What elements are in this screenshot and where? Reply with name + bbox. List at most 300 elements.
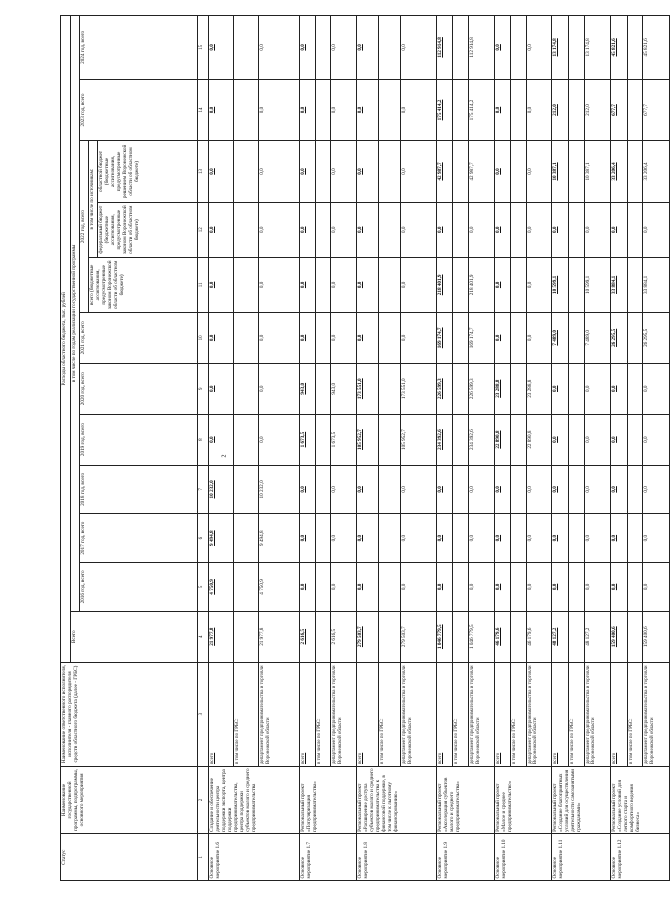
rotated-page [60,15,670,881]
table-cell [315,141,331,202]
table-cell: 0,0 [611,414,627,465]
year-2021-header: 2021 год, всего [80,312,198,363]
expenses-title: Расходы областного бюджета, тыс. рублей [61,16,71,663]
table-cell: 23 288,8 [494,363,510,414]
row-executor-label: всего [299,662,315,766]
table-cell [627,202,643,257]
table-cell [379,257,401,312]
table-cell: 0,0 [468,465,494,514]
table-cell: 0,0 [331,16,357,80]
table-cell [379,312,401,363]
row-executor-label: всего [208,662,233,766]
column-number: 7 [197,465,208,514]
table-header [61,16,209,881]
table-cell [510,16,526,80]
table-cell: 0,0 [258,414,299,465]
table-cell: 0,0 [494,312,510,363]
table-cell [315,312,331,363]
table-cell [453,514,469,563]
table-cell [568,465,584,514]
table-cell: 0,0 [331,141,357,202]
table-cell [315,16,331,80]
row-status: Основное мероприятие 1.12 [611,834,670,881]
row-executor-label: в том числе по ГРБС: [568,662,584,766]
table-cell: 0,0 [552,563,568,612]
table-cell [627,514,643,563]
table-cell: 0,0 [208,16,233,80]
column-number: 11 [197,257,208,312]
table-cell: 0,0 [526,16,552,80]
table-cell: 10 232,0 [258,465,299,514]
table-cell: 10 387,1 [584,141,610,202]
table-row [331,16,357,881]
row-status: Основное мероприятие 1.7 [299,834,357,881]
table-cell: 0,0 [299,563,315,612]
table-cell: 22 890,8 [494,414,510,465]
table-cell [627,414,643,465]
table-cell: 0,0 [611,363,627,414]
row-executor-label: всего [357,662,379,766]
table-cell: 33 884,1 [643,257,670,312]
row-executor-label: в том числе по ГРБС: [234,662,259,766]
table-cell: 0,0 [258,257,299,312]
table-cell: 0,0 [494,16,510,80]
table-cell: 0,0 [258,312,299,363]
table-cell: 169 174,7 [468,312,494,363]
table-cell: 45 821,6 [611,16,627,80]
table-cell: 175 414,2 [437,79,453,140]
program-name-header: Наименование государственной программы, подпрограммы, основного мероприятия [61,766,198,834]
table-cell [453,79,469,140]
table-cell: 0,0 [357,257,379,312]
table-row [627,16,643,881]
table-cell: 0,0 [526,563,552,612]
table-cell [510,414,526,465]
table-cell [234,465,259,514]
table-cell: 159 400,6 [611,611,627,662]
status-header: Статус [61,834,198,881]
table-cell: 0,0 [552,363,568,414]
table-cell [234,363,259,414]
table-cell: 0,0 [299,257,315,312]
table-cell [510,312,526,363]
table-cell: 226 599,3 [437,363,453,414]
table-cell: 112 914,8 [437,16,453,80]
table-cell: 0,0 [401,465,437,514]
column-number: 2 [197,766,208,834]
table-cell [379,414,401,465]
table-cell: 0,0 [494,79,510,140]
table-cell [379,465,401,514]
table-cell: 9 494,8 [258,514,299,563]
table-cell: 0,0 [299,16,315,80]
column-number: 12 [197,202,208,257]
table-cell: 0,0 [299,141,315,202]
table-cell [510,465,526,514]
year-2022-regional-header: областной бюджет (бюджетные ассигнования, предусмотренные решением Воронежской области об областном бюджете) [97,141,197,202]
table-cell: 0,0 [299,465,315,514]
table-cell [453,257,469,312]
table-cell: 0,0 [526,514,552,563]
table-cell: 0,0 [401,312,437,363]
row-executor-label: департамент предпринимательства и торговли Воронежской области [258,662,299,766]
row-executor-label: в том числе по ГРБС: [315,662,331,766]
table-cell [234,563,259,612]
table-cell: 0,0 [331,257,357,312]
table-cell: 0,0 [331,202,357,257]
table-cell [627,611,643,662]
row-status: Основное мероприятие 1.10 [494,834,552,881]
row-executor-label: департамент предпринимательства и торговли Воронежской области [526,662,552,766]
table-row [258,16,299,881]
table-cell: 4 750,9 [208,563,233,612]
table-cell: 0,0 [258,16,299,80]
table-cell: 0,0 [584,202,610,257]
table-cell: 0,0 [494,202,510,257]
column-number: 4 [197,611,208,662]
table-cell: 0,0 [258,363,299,414]
table-cell: 0,0 [208,257,233,312]
table-cell: 0,0 [357,465,379,514]
table-cell [453,465,469,514]
table-cell: 42 987,7 [468,141,494,202]
executor-header: Наименование ответственного исполнителя, исполнителя - главного распорядителя средств областного бюджета (далее - ГРБС) [61,662,198,766]
year-2020-header: 2020 год, всего [80,363,198,414]
table-cell [568,202,584,257]
row-executor-label: департамент предпринимательства и торговли Воронежской области [584,662,610,766]
table-cell: 677,7 [643,79,670,140]
table-cell: 0,0 [437,202,453,257]
row-executor-label: департамент предпринимательства и торговли Воронежской области [468,662,494,766]
year-2016-header: 2016 год, всего [80,563,198,612]
table-cell [234,414,259,465]
table-cell: 10 232,0 [208,465,233,514]
table-cell: 112 914,8 [468,16,494,80]
year-2018-header: 2018 год, всего [80,465,198,514]
row-executor-label: департамент предпринимательства и торговли Воронежской области [331,662,357,766]
table-cell: 7 489,0 [552,312,568,363]
table-cell: 0,0 [552,514,568,563]
row-executor-label: в том числе по ГРБС: [627,662,643,766]
table-cell: 0,0 [526,465,552,514]
table-cell [315,611,331,662]
table-cell: 173 551,0 [357,363,379,414]
row-status: Основное мероприятие 1.9 [437,834,495,881]
table-cell [315,202,331,257]
table-cell [453,611,469,662]
table-cell: 21 977,8 [258,611,299,662]
table-cell [568,414,584,465]
table-cell [234,16,259,80]
table-row [453,16,469,881]
table-cell: 0,0 [401,257,437,312]
table-row [357,16,379,881]
row-executor-label: в том числе по ГРБС: [510,662,526,766]
column-number: 14 [197,79,208,140]
table-cell: 0,0 [401,79,437,140]
table-row [526,16,552,881]
table-cell [379,79,401,140]
table-cell: 0,0 [299,312,315,363]
table-cell: 0,0 [437,514,453,563]
table-row [494,16,510,881]
table-row [611,16,627,881]
table-cell [568,257,584,312]
table-cell: 0,0 [208,414,233,465]
row-executor-label: всего [552,662,568,766]
table-cell [379,141,401,202]
page-number: 2 [221,454,228,458]
table-cell: 212,0 [552,79,568,140]
table-cell: 0,0 [526,141,552,202]
table-cell: 0,0 [468,202,494,257]
table-cell: 13 174,8 [552,16,568,80]
table-cell: 10 387,1 [552,141,568,202]
table-cell: 0,0 [208,312,233,363]
table-cell [510,611,526,662]
column-number: 10 [197,312,208,363]
table-row [568,16,584,881]
table-cell: 234 392,6 [437,414,453,465]
table-cell: 0,0 [584,465,610,514]
table-cell: 0,0 [401,16,437,80]
table-cell [568,563,584,612]
table-cell: 0,0 [299,514,315,563]
table-cell: 159 400,6 [643,611,670,662]
table-cell: 169 174,7 [437,312,453,363]
column-number: 6 [197,514,208,563]
table-cell: 0,0 [208,141,233,202]
table-cell: 0,0 [643,363,670,414]
column-number: 3 [197,662,208,766]
table-cell [453,312,469,363]
table-cell: 226 599,3 [468,363,494,414]
column-number: 15 [197,16,208,80]
table-cell: 0,0 [299,79,315,140]
table-cell [234,202,259,257]
table-row [234,16,259,881]
table-cell: 0,0 [331,563,357,612]
table-cell: 0,0 [437,465,453,514]
row-program-name: Региональный проект «Акселерация субъектов малого и среднего предпринимательства» [437,766,495,834]
table-cell: 0,0 [643,414,670,465]
table-cell [510,363,526,414]
table-cell: 0,0 [643,514,670,563]
table-cell: 0,0 [299,202,315,257]
table-cell [379,611,401,662]
table-cell: 279 503,7 [401,611,437,662]
table-cell [234,312,259,363]
table-cell [510,202,526,257]
table-cell: 0,0 [526,257,552,312]
row-executor-label: всего [494,662,510,766]
table-cell [627,141,643,202]
table-cell: 0,0 [401,563,437,612]
table-cell: 279 503,7 [357,611,379,662]
table-cell: 45 821,6 [643,16,670,80]
year-2022-sources-header: в том числе по источникам: [88,141,97,258]
table-cell [315,465,331,514]
table-cell: 1 673,5 [299,414,315,465]
table-cell: 234 392,6 [468,414,494,465]
table-cell: 212,0 [584,79,610,140]
table-cell: 0,0 [584,514,610,563]
table-row [468,16,494,881]
table-cell [379,563,401,612]
table-cell: 0,0 [331,514,357,563]
table-cell [627,563,643,612]
table-cell [234,611,259,662]
table-cell: 21 977,8 [208,611,233,662]
table-cell: 0,0 [437,563,453,612]
table-cell: 48 127,2 [584,611,610,662]
row-status: Основное мероприятие 1.11 [552,834,611,881]
table-cell [315,257,331,312]
row-program-name: Создание и обеспечение деятельности центра поддержки экспорта, центра поддержки предпринимательства, центра поддержки субъектов малого и среднего предпринимательства [208,766,299,834]
table-cell: 42 987,7 [437,141,453,202]
table-row [379,16,401,881]
table-cell: 0,0 [643,202,670,257]
table-cell [627,257,643,312]
row-executor-label: департамент предпринимательства и торговли Воронежской области [643,662,670,766]
row-executor-label: департамент предпринимательства и торговли Воронежской области [401,662,437,766]
table-cell: 0,0 [494,141,510,202]
table-cell: 0,0 [584,563,610,612]
year-2019-header: 2019 год, всего [80,414,198,465]
column-numbers-row [197,16,208,881]
table-cell [453,563,469,612]
table-cell: 4 750,9 [258,563,299,612]
table-cell [453,16,469,80]
table-cell [379,202,401,257]
table-cell [315,414,331,465]
table-cell: 1 046 779,5 [468,611,494,662]
table-cell: 0,0 [526,202,552,257]
table-row [643,16,670,881]
column-number: 8 [197,414,208,465]
table-cell [510,563,526,612]
table-cell [315,514,331,563]
table-cell [510,514,526,563]
table-cell [568,363,584,414]
table-body [208,16,669,881]
table-cell: 0,0 [357,141,379,202]
table-row [299,16,315,881]
table-cell: 0,0 [468,563,494,612]
column-number: 13 [197,141,208,202]
table-cell: 0,0 [584,363,610,414]
table-cell: 1 673,5 [331,414,357,465]
table-cell: 0,0 [494,563,510,612]
table-cell [568,16,584,80]
table-cell: 0,0 [401,514,437,563]
table-cell: 0,0 [468,514,494,563]
by-years-header: в том числе по годам реализации государственной программы [71,16,80,612]
table-cell: 0,0 [611,563,627,612]
table-cell: 0,0 [401,141,437,202]
table-cell: 0,0 [208,363,233,414]
table-cell: 0,0 [258,79,299,140]
table-cell: 10 599,1 [552,257,568,312]
table-cell [627,363,643,414]
table-cell: 23 288,8 [526,363,552,414]
table-cell [510,141,526,202]
table-cell: 46 179,6 [526,611,552,662]
table-cell [234,79,259,140]
row-status: Основное мероприятие 1.6 [208,834,299,881]
column-number: 1 [197,834,208,881]
row-program-name: Региональный проект «Создание благоприятных условий для осуществления деятельности самозанятыми гражданами» [552,766,611,834]
row-executor-label: всего [437,662,453,766]
table-cell [234,141,259,202]
table-cell: 33 206,4 [643,141,670,202]
year-2023-header: 2023 год, всего [80,79,198,140]
table-cell: 46 179,6 [494,611,510,662]
row-program-name: Региональный проект «Расширение доступа субъектов малого и среднего предпринимательства к финансовой поддержке, в том числе к льготному финансированию» [357,766,437,834]
table-cell [568,79,584,140]
table-cell: 677,7 [611,79,627,140]
table-cell [315,563,331,612]
table-row [208,16,233,881]
column-number: 5 [197,563,208,612]
table-cell [453,141,469,202]
table-cell: 0,0 [258,141,299,202]
table-cell: 1 046 779,5 [437,611,453,662]
table-cell [379,363,401,414]
table-cell: 13 174,8 [584,16,610,80]
row-status: Основное мероприятие 1.8 [357,834,437,881]
table-cell [627,312,643,363]
table-cell: 173 551,0 [401,363,437,414]
table-cell: 2 616,5 [299,611,315,662]
table-cell [315,79,331,140]
table-row [437,16,453,881]
table-row [584,16,610,881]
table-cell: 218 401,9 [437,257,453,312]
budget-table [60,15,670,881]
table-row [510,16,526,881]
table-cell: 0,0 [357,16,379,80]
table-cell: 0,0 [357,79,379,140]
table-row [552,16,568,881]
table-cell [568,141,584,202]
table-cell: 0,0 [331,465,357,514]
row-program-name: Региональный проект «Малое и среднее предпринимательство» [494,766,552,834]
table-cell: 0,0 [258,202,299,257]
table-cell: 26 295,5 [643,312,670,363]
table-row [315,16,331,881]
table-cell: 0,0 [494,257,510,312]
table-cell: 0,0 [357,514,379,563]
table-cell: 0,0 [494,514,510,563]
table-cell [453,202,469,257]
table-cell [627,465,643,514]
table-cell: 0,0 [611,465,627,514]
year-2022-federal-header: федеральный бюджет (бюджетные ассигнования, предусмотренные законом Воронежской области об областном бюджете) [97,202,197,257]
row-program-name: Региональный проект «Популяризация предпринимательства» [299,766,357,834]
table-cell: 0,0 [208,202,233,257]
table-cell: 0,0 [357,312,379,363]
table-cell: 105 952,7 [357,414,379,465]
table-cell: 0,0 [643,465,670,514]
total-header: Всего [71,611,198,662]
table-row [401,16,437,881]
table-cell: 9 494,8 [208,514,233,563]
table-cell [627,79,643,140]
table-cell: 7 489,0 [584,312,610,363]
table-cell: 0,0 [494,465,510,514]
table-cell [234,514,259,563]
